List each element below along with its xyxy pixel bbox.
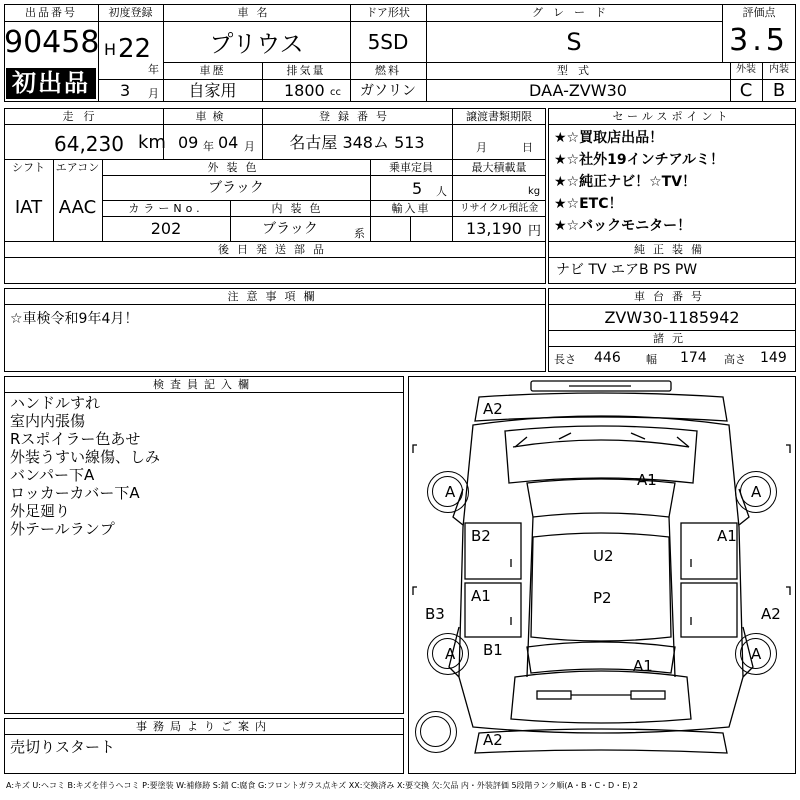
car-name: プリウス xyxy=(209,30,304,58)
inspector-note: 外足廻り xyxy=(10,502,71,520)
office-label: 事務局よりご案内 xyxy=(136,720,272,733)
ext-color: ブラック xyxy=(208,180,264,196)
specs-label: 諸元 xyxy=(653,332,691,345)
height-label: 高さ xyxy=(724,353,746,366)
notes-label: 注意事項欄 xyxy=(227,290,323,303)
mark-tire-fr: A xyxy=(751,483,762,501)
spare-tire xyxy=(415,711,457,753)
era: H xyxy=(104,40,117,59)
mark-front-top: A2 xyxy=(483,400,503,418)
aircon-type: AAC xyxy=(58,197,97,218)
plate-label: 登録番号 xyxy=(319,110,395,123)
later-parts-label: 後日発送部品 xyxy=(218,243,332,256)
interior-label: 内装 xyxy=(769,64,789,75)
sales-point-item: ★☆ETC！ xyxy=(554,196,623,212)
height-value: 149 xyxy=(760,350,787,366)
grade-label: グレード xyxy=(532,6,616,19)
year-unit: 年 xyxy=(148,63,159,76)
model-label: 型式 xyxy=(557,64,599,77)
mark-right-quarter: A2 xyxy=(761,605,781,623)
aircon-label: エアコン xyxy=(55,161,100,174)
equipment-list: ナビ TV エアB PS PW xyxy=(556,262,698,278)
car-outline xyxy=(409,377,794,772)
transfer-month-unit: 月 xyxy=(476,141,487,154)
history-label: 車歴 xyxy=(199,64,226,77)
month-unit: 月 xyxy=(148,87,159,100)
inspector-note: 外テールランプ xyxy=(10,520,115,538)
int-color-label: 内装色 xyxy=(271,202,329,215)
mark-tire-fl: A xyxy=(445,483,456,501)
max-load-unit: kg xyxy=(528,186,541,197)
color-no-label: カラーNo. xyxy=(128,202,204,215)
chassis-number: ZVW30-1185942 xyxy=(604,308,740,327)
max-load-label: 最大積載量 xyxy=(471,161,527,174)
score: 3.5 xyxy=(729,23,789,58)
shift-label: シフト xyxy=(12,161,45,174)
sales-point-item: ★☆買取店出品！ xyxy=(554,130,664,146)
mark-left-rear-door: A1 xyxy=(471,587,491,605)
inspection-label: 車検 xyxy=(195,110,230,123)
inspection-year-unit: 年 xyxy=(203,140,214,153)
door-type: 5SD xyxy=(367,30,409,54)
displacement-unit: cc xyxy=(330,87,341,98)
inspector-note: 室内内張傷 xyxy=(10,412,86,430)
ext-color-label: 外装色 xyxy=(207,161,265,174)
mark-hood: A1 xyxy=(637,471,657,489)
mileage-label: 走行 xyxy=(62,110,105,123)
lot-number: 90458 xyxy=(4,25,100,60)
first-listing-badge: 初出品 xyxy=(6,68,96,99)
exterior-grade: C xyxy=(739,80,753,101)
mark-right-front-door: A1 xyxy=(717,527,737,545)
score-label: 評価点 xyxy=(742,6,776,19)
lot-number-label: 出品番号 xyxy=(25,6,77,19)
mark-tire-rr: A xyxy=(751,645,762,663)
car-history: 自家用 xyxy=(188,81,237,100)
sales-point-item: ★☆バックモニター！ xyxy=(554,218,692,234)
plate-number: 名古屋 348ム 513 xyxy=(289,133,425,152)
transfer-day-unit: 日 xyxy=(522,141,533,154)
mileage: 64,230 xyxy=(54,132,124,156)
inspector-label: 検査員記入欄 xyxy=(153,378,255,391)
mark-roof: U2 xyxy=(593,547,614,565)
office-note: 売切りスタート xyxy=(10,738,116,756)
color-number: 202 xyxy=(150,219,182,238)
chassis-label: 車台番号 xyxy=(634,290,710,303)
inspector-note: Rスポイラー色あせ xyxy=(10,430,141,448)
inspector-note: バンパー下A xyxy=(10,466,95,484)
inspector-note: ロッカーカバー下A xyxy=(10,484,140,502)
inspection-month-unit: 月 xyxy=(244,140,255,153)
fuel: ガソリン xyxy=(360,83,416,99)
car-name-label: 車名 xyxy=(237,6,276,19)
first-reg-year: 22 xyxy=(118,34,152,64)
capacity-label: 乗車定員 xyxy=(389,161,433,174)
int-color: ブラック xyxy=(262,221,318,237)
shift-type: IAT xyxy=(14,197,43,218)
mark-rear-bumper: A2 xyxy=(483,731,503,749)
capacity-unit: 人 xyxy=(436,185,447,198)
inspection-year: 09 xyxy=(178,133,199,152)
mark-left-quarter: B3 xyxy=(425,605,445,623)
inspection-month: 04 xyxy=(218,133,239,152)
mark-trunk: A1 xyxy=(633,657,653,675)
model-code: DAA-ZVW30 xyxy=(529,81,627,100)
legend-text: A:キズ U:ヘコミ B:キズを伴うヘコミ P:要塗装 W:補修跡 S:錆 C:腐食 G:フロントガラス点キズ XX:交換済み X:要交換 欠:欠品 内・外装評価 5段階ランク順(A・B・C・D・E) 2 xyxy=(6,781,639,790)
width-label: 幅 xyxy=(646,353,657,366)
grade: S xyxy=(566,28,582,56)
int-color-unit: 系 xyxy=(354,227,365,240)
inspector-note: 外装うすい線傷、しみ xyxy=(10,448,161,466)
exterior-label: 外装 xyxy=(736,64,756,75)
car-diagram xyxy=(408,376,796,774)
notes-text: ☆車検令和9年4月！ xyxy=(10,311,139,327)
recycle-unit: 円 xyxy=(528,224,542,239)
sales-point-item: ★☆社外19インチアルミ！ xyxy=(554,152,725,168)
recycle-label: リサイクル預託金 xyxy=(459,203,539,214)
length-value: 446 xyxy=(594,350,621,366)
displacement: 1800 xyxy=(284,81,325,100)
door-label: ドア形状 xyxy=(366,6,410,19)
capacity: 5 xyxy=(412,179,423,198)
first-reg-label: 初度登録 xyxy=(108,6,153,19)
recycle-fee: 13,190 xyxy=(466,219,522,238)
import-label: 輸入車 xyxy=(391,202,431,215)
displacement-label: 排気量 xyxy=(286,64,326,77)
mark-tire-rl: A xyxy=(445,645,456,663)
mark-left-front-door: B2 xyxy=(471,527,491,545)
interior-grade: B xyxy=(772,80,786,101)
fuel-label: 燃料 xyxy=(375,64,401,77)
mark-left-rear-wheel: B1 xyxy=(483,641,503,659)
length-label: 長さ xyxy=(554,353,576,366)
sales-points-label: セールスポイント xyxy=(612,110,732,123)
first-reg-month: 3 xyxy=(120,81,131,100)
sales-point-item: ★☆純正ナビ！☆TV！ xyxy=(554,174,697,190)
width-value: 174 xyxy=(680,350,707,366)
mark-roof-rear: P2 xyxy=(593,589,612,607)
inspector-note: ハンドルすれ xyxy=(10,394,101,412)
equipment-label: 純正装備 xyxy=(634,243,710,256)
transfer-deadline-label: 譲渡書類期限 xyxy=(466,110,532,123)
mileage-unit: km xyxy=(138,132,166,153)
